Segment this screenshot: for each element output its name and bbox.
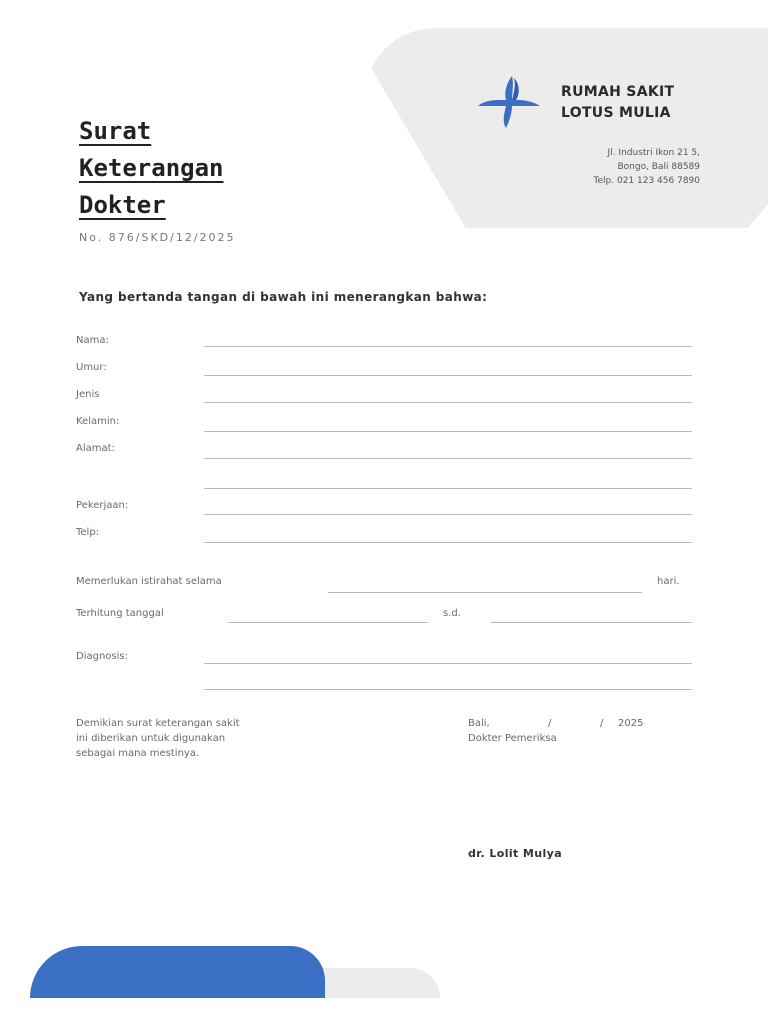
- signature-place: Bali,: [468, 718, 490, 729]
- intro-statement: Yang bertanda tangan di bawah ini menerangkan bahwa:: [79, 290, 488, 304]
- date-range-label: Terhitung tanggal: [76, 608, 164, 619]
- date-range-separator: s.d.: [443, 608, 461, 619]
- header-background-shape: [365, 28, 768, 228]
- rest-period-line[interactable]: [328, 592, 642, 593]
- rest-period-unit: hari.: [657, 576, 680, 587]
- hospital-name: [561, 82, 711, 124]
- date-range-start-line[interactable]: [228, 622, 428, 623]
- signature-date-slash-2: /: [600, 718, 604, 729]
- field-label-pekerjaan: Pekerjaan:: [76, 500, 129, 511]
- field-label-telp: Telp:: [76, 527, 100, 538]
- field-line-umur[interactable]: [204, 375, 692, 376]
- closing-statement: [76, 716, 336, 761]
- diagnosis-label: Diagnosis:: [76, 651, 128, 662]
- hospital-address-line1: Jl. Industri Ikon 21 5,: [607, 148, 700, 158]
- diagnosis-line-2[interactable]: [204, 689, 692, 690]
- document-number: No. 876/SKD/12/2025: [79, 231, 236, 244]
- field-line-telp[interactable]: [204, 542, 692, 543]
- field-label-nama: Nama:: [76, 335, 109, 346]
- footer-blue-shape: [30, 946, 325, 998]
- field-line-jenis-kelamin-2[interactable]: [204, 431, 692, 432]
- field-line-alamat[interactable]: [204, 458, 692, 459]
- signature-role: Dokter Pemeriksa: [468, 733, 557, 744]
- hospital-address-line3: Telp. 021 123 456 7890: [593, 176, 700, 186]
- field-label-umur: Umur:: [76, 362, 107, 373]
- signature-date-slash-1: /: [548, 718, 552, 729]
- signature-block: [468, 716, 698, 746]
- closing-line3: sebagai mana mestinya.: [76, 748, 200, 759]
- document-title-line1: Surat: [79, 117, 152, 145]
- signature-date: [468, 716, 698, 731]
- field-label-jenis: Jenis: [76, 389, 100, 400]
- document-title-line2: Keterangan: [79, 154, 224, 182]
- hospital-name-line2: LOTUS MULIA: [561, 105, 671, 121]
- rest-period-label: Memerlukan istirahat selama: [76, 576, 222, 587]
- document-title: [79, 113, 224, 224]
- field-line-jenis-kelamin[interactable]: [204, 402, 692, 403]
- field-line-nama[interactable]: [204, 346, 692, 347]
- field-label-alamat: Alamat:: [76, 443, 115, 454]
- closing-line1: Demikian surat keterangan sakit: [76, 718, 240, 729]
- date-range-end-line[interactable]: [491, 622, 692, 623]
- hospital-name-line1: RUMAH SAKIT: [561, 84, 675, 100]
- hospital-address: [500, 146, 700, 188]
- doctor-name: dr. Lolit Mulya: [468, 847, 563, 860]
- document-title-line3: Dokter: [79, 191, 166, 219]
- hospital-logo-icon: [476, 74, 542, 130]
- field-label-kelamin: Kelamin:: [76, 416, 120, 427]
- hospital-address-line2: Bongo, Bali 88589: [617, 162, 700, 172]
- diagnosis-line[interactable]: [204, 663, 692, 664]
- closing-line2: ini diberikan untuk digunakan: [76, 733, 226, 744]
- field-line-alamat-2[interactable]: [204, 488, 692, 489]
- field-line-pekerjaan[interactable]: [204, 514, 692, 515]
- signature-year: 2025: [618, 718, 644, 729]
